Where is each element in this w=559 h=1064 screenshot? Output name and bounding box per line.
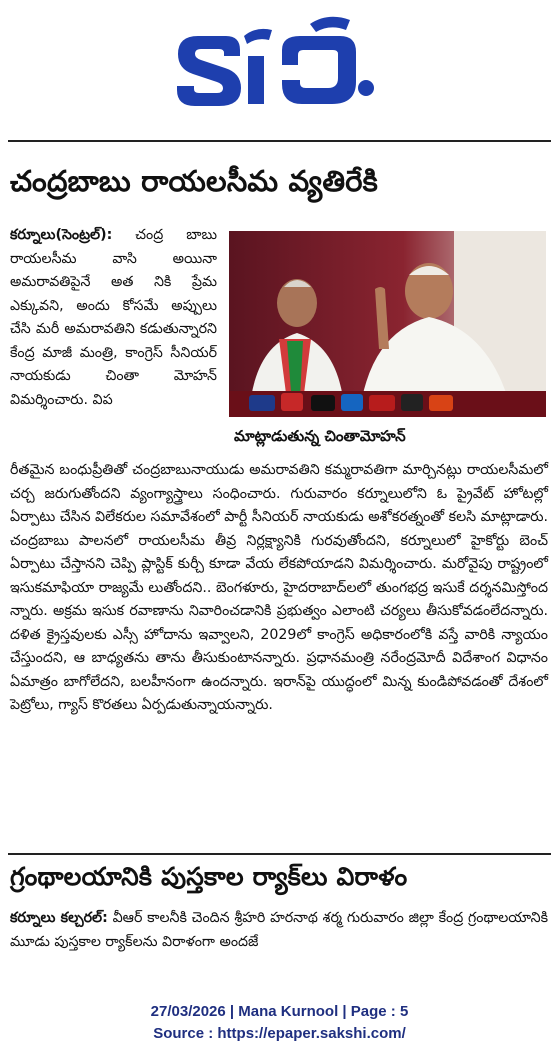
story1-body: రీతమైన బంధుప్రీతితో చంద్రబాబునాయుడు అమరావతిని కమ్మరావతిగా మార్చినట్లు రాయలసీమలో చర్చ జరుగుతోందని వ్యంగ్యాస్త్రాలు సంధించారు. గురువారం కర్నూలులోని ఓ ప్రైవేట్ హోటల్లో ఏర్పాటు చేసిన విలేకరుల సమావేశంలో పార్టీ సీనియర్ నాయకుడు అశోకరత్నంతో కలసి మాట్లాడారు. చంద్రబాబు పాలనలో రాయలసీమ తీవ్ర నిర్లక్ష్యానికి గురవుతోందని, కర్నూలులో హైకోర్టు బెంచ్ ఏర్పాటు చేస్తానని చెప్పి ప్లాస్టిక్ కుర్చీ కూడా వేయ లేకపోయాడని విమర్శించారు. మరోవైపు రాష్ట్రంలో ఇసుకమాఫియా రాజ్యమే లుతోందని.. బెంగళూరు, హైదరాబాద్‌లలో తుంగభద్ర ఇసుకే దర్శనమిస్తోంద న్నారు. అక్రమ ఇసుక రవాణాను నివారించడానికి ప్రభుత్వం ఎలాంటి చర్యలు తీసుకోవడంలేదన్నారు. దళిత క్రైస్తవులకు ఎస్సీ హోదాను ఇవ్వాలని, 2029లో కాంగ్రెస్ అధికారంలోకి వస్తే వారికి న్యాయం చేస్తుందని, ఆ బాధ్యతను తాను తీసుకుంటానన్నారు. ప్రధానమంత్రి నరేంద్రమోదీ విదేశాంగ విధానం ఏమాత్రం బాగోలేదని, బలహీనంగా ఉందన్నారు. ఇరాన్‌పై యుద్ధంలో మిన్న కుండిపోవడంతో దేశంలో పెట్రోలు, గ్యాస్ కొరతలు ఏర్పడుతున్నాయన్నారు. (10, 462, 548, 713)
story1-intro-text: చంద్ర బాబు రాయలసీమ వాసి అయినా అమరావతిపైనే అత నికి ప్రేమ ఎక్కువని, అందు కోసమే అప్పులు చేసి మరీ అమరావతిని కడుతున్నారని కేంద్ర మాజీ మంత్రి, కాంగ్రెస్ సీనియర్ నాయకుడు చింతా మోహన్ విమర్శించారు. విప (10, 227, 218, 408)
story2-headline: గ్రంథాలయానికి పుస్తకాల ర్యాక్‌లు విరాళం (10, 862, 408, 891)
photo-caption: మాట్లాడుతున్న చింతామోహన్ (234, 427, 406, 445)
masthead-rule (8, 140, 551, 142)
story2-body: వీఆర్ కాలనీకి చెందిన శ్రీహరి హరనాథ శర్మ గురువారం జిల్లా కేంద్ర గ్రంథాలయానికి మూడు పుస్తకాల ర్యాక్‌లను విరాళంగా అందజే (10, 910, 549, 950)
story2-body-block (10, 907, 548, 954)
sakshi-logo (170, 14, 385, 106)
section-rule (8, 853, 551, 855)
story2-dateline: కర్నూలు కల్చరల్: (10, 910, 108, 926)
masthead (0, 0, 559, 115)
edition-line: 27/03/2026 | Mana Kurnool | Page : 5 (150, 1003, 409, 1020)
story1-dateline: కర్నూలు(సెంట్రల్): (10, 227, 113, 243)
story1-intro (10, 224, 217, 412)
story1-headline: చంద్రబాబు రాయలసీమ వ్యతిరేకి (10, 164, 378, 198)
source-line: Source : https://epaper.sakshi.com/ (153, 1025, 406, 1042)
story-photo (229, 231, 546, 417)
